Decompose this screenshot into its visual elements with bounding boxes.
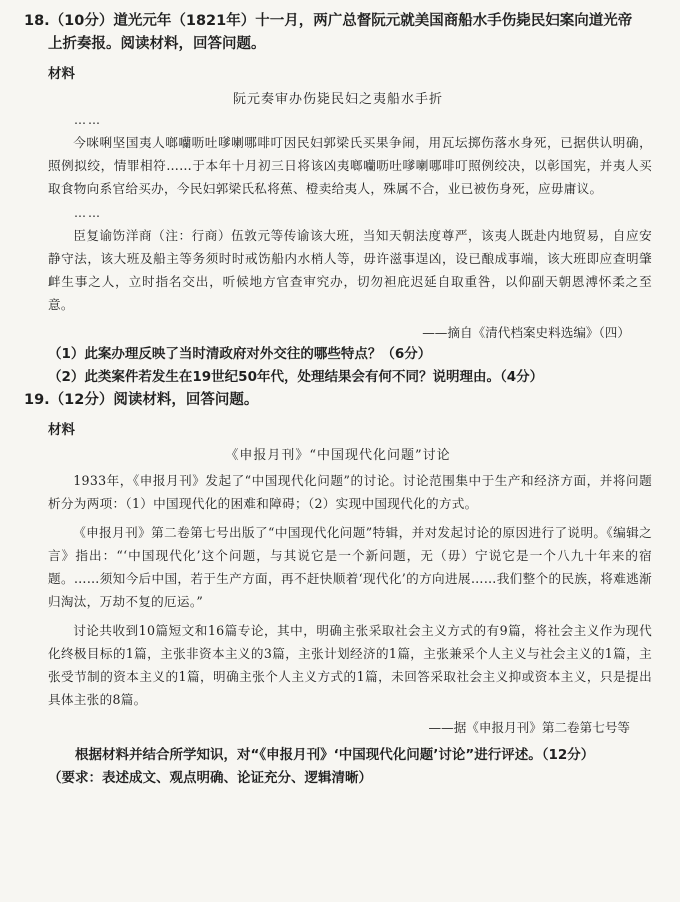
q19-paragraph-3: 讨论共收到10篇短文和16篇专论，其中，明确主张采取社会主义方式的有9篇，将社会主义作为现代化终极目标的1篇，主张非资本主义的3篇，主张计划经济的1篇，主张兼采个人主义与社会主义的1篇，主张受节制的资本主义的1篇，明确主张个人主义方式的1篇，未回答采取社会主义抑或资本主义，只是提出具体主张的8篇。 — [48, 623, 652, 707]
q18-source: ——摘自《清代档案史料选编》（四） — [422, 325, 630, 340]
q19-material-label: 材料 — [48, 422, 75, 438]
q18-material-label: 材料 — [48, 66, 75, 82]
q18-heading-line2: 上折奏报。阅读材料，回答问题。 — [48, 36, 266, 52]
q19-paragraph-2: 《申报月刊》第二卷第七号出版了“中国现代化问题”特辑，并对发起讨论的原因进行了说明。《编辑之言》指出：“‘中国现代化’这个问题，与其说它是一个新问题，无（毋）宁说它是一个八九十年来的宿题。……须知今后中国，若于生产方面，再不赶快顺着‘现代化’的方向进展……我们整个的民族，将难逃渐归淘汰，万劫不复的厄运。” — [48, 525, 652, 609]
q18-ellipsis-2: …… — [74, 206, 102, 220]
q19-requirement: （要求：表述成文、观点明确、论证充分、逻辑清晰） — [48, 770, 372, 786]
q18-ellipsis-1: …… — [74, 113, 102, 127]
q19-source: ——据《申报月刊》第二卷第七号等 — [428, 720, 630, 735]
q18-document-title: 阮元奏审办伤毙民妇之夷船水手折 — [232, 92, 443, 107]
q18-heading — [24, 10, 652, 56]
question-18 — [24, 10, 652, 389]
q19-document-title: 《申报月刊》“中国现代化问题”讨论 — [225, 448, 451, 463]
q18-heading-line1: 18.（10分）道光元年（1821年）十一月，两广总督阮元就美国商船水手伤毙民妇案向道光帝 — [24, 13, 633, 29]
q18-paragraph-1: 今咪唎坚国夷人啷囒呖吐嗲喇哪啡叮因民妇郭梁氏买果争闹，用瓦坛掷伤落水身死，已据供认明确，照例拟绞，情罪相符……于本年十月初三日将该凶夷啷囒呖吐嗲喇哪啡叮照例绞决，以彰国宪，并夷人买取食物向系官给买办，今民妇郭梁氏私将蕉、橙卖给夷人，殊属不合，业已被伤身死，应毋庸议。 — [48, 135, 652, 196]
q18-paragraph-2: 臣复谕饬洋商（注：行商）伍敦元等传谕该大班，当知天朝法度尊严，该夷人既赴内地贸易，自应安静守法，该大班及船主等务须时时戒饬船内水梢人等，毋许滋事逞凶，设已酿成事端，该大班即应查明肇衅生事之人，立时指名交出，听候地方官查审究办，切勿袒庇迟延自取重咎，以仰副天朝恩溥怀柔之至意。 — [48, 228, 652, 312]
q18-subquestion-1: （1）此案办理反映了当时清政府对外交往的哪些特点？（6分） — [48, 346, 432, 362]
q19-paragraph-1: 1933年，《申报月刊》发起了“中国现代化问题”的讨论。讨论范围集中于生产和经济方面，并将问题析分为两项：（1）中国现代化的困难和障碍；（2）实现中国现代化的方式。 — [48, 473, 652, 511]
q19-task: 根据材料并结合所学知识，对“《申报月刊》‘中国现代化问题’讨论”进行评述。（12分） — [75, 747, 595, 763]
q18-subquestion-2: （2）此类案件若发生在19世纪50年代，处理结果会有何不同？说明理由。（4分） — [48, 369, 544, 385]
q19-heading: 19.（12分）阅读材料，回答问题。 — [24, 392, 259, 408]
question-19 — [24, 389, 652, 790]
